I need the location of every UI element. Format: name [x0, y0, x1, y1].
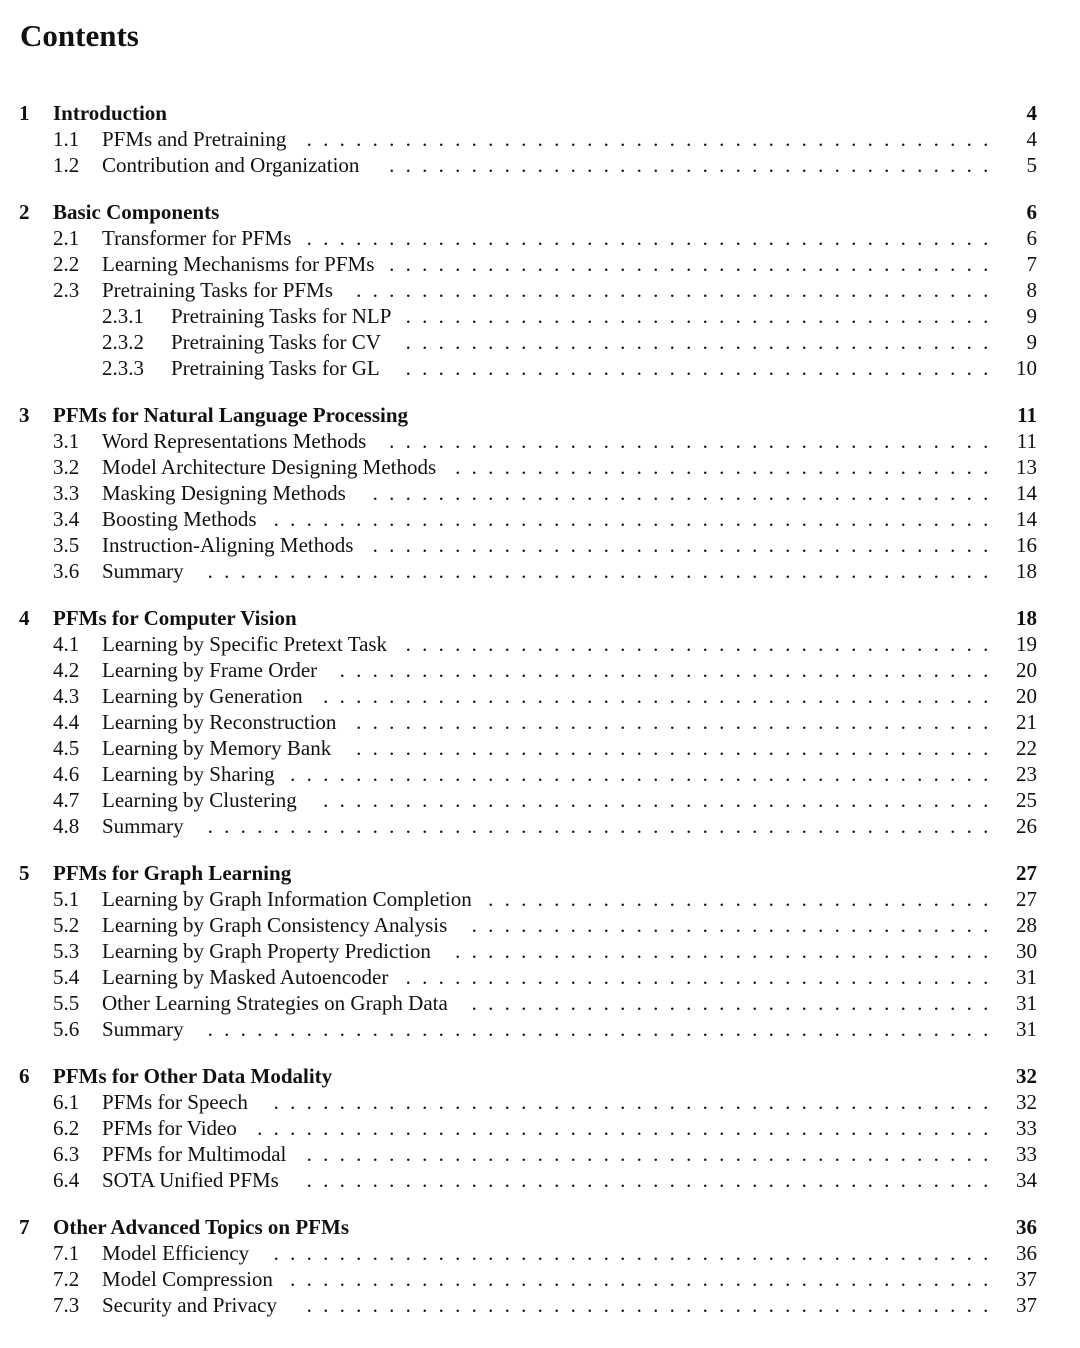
toc-entry[interactable] — [0, 303, 1080, 329]
toc-entry-number: 7.3 — [53, 1293, 80, 1317]
toc-entry-title[interactable]: PFMs for Natural Language Processing — [53, 403, 409, 427]
toc-entry-page-number: 31 — [1016, 965, 1037, 989]
toc-entry[interactable] — [0, 1115, 1080, 1141]
dot-leader: . . . . . . . . . . . . . . . . . . . . . . . . . . . . . . . . . . . . . . . . . . . . — [273, 507, 989, 531]
dot-leader: . . . . . . . . . . . . . . . . . . . . . . . . . . . . . . . . . — [455, 939, 989, 963]
dot-leader: . . . . . . . . . . . . . . . . . . . . . . . . . . . . . . . . . . . . — [405, 356, 989, 380]
toc-entry-page-number: 36 — [1016, 1215, 1037, 1239]
toc-entry-title[interactable]: Learning by Reconstruction — [102, 710, 337, 734]
toc-entry-page-number: 14 — [1016, 507, 1037, 531]
toc-entry-number: 4.5 — [53, 736, 80, 760]
toc-entry-page-number: 7 — [1026, 252, 1037, 276]
toc-entry-title[interactable]: Security and Privacy — [102, 1293, 277, 1317]
toc-entry-page-number: 11 — [1016, 429, 1037, 453]
toc-entry[interactable] — [0, 709, 1080, 735]
toc-entry-title[interactable]: Learning by Specific Pretext Task — [102, 632, 388, 656]
toc-entry-number: 7 — [19, 1215, 30, 1239]
toc-entry-page-number: 27 — [1016, 887, 1037, 911]
toc-entry-number: 4.4 — [53, 710, 80, 734]
dot-leader: . . . . . . . . . . . . . . . . . . . . . . . . . . . . . . . . — [471, 991, 989, 1015]
toc-entry-number: 4.2 — [53, 658, 80, 682]
toc-entry-number: 6.2 — [53, 1116, 80, 1140]
toc-entry-number: 5.4 — [53, 965, 80, 989]
toc-entry-title[interactable]: Learning by Graph Information Completion — [102, 887, 472, 911]
dot-leader: . . . . . . . . . . . . . . . . . . . . . . . . . . . . . . . . . . . . — [405, 304, 989, 328]
toc-entry-page-number: 31 — [1016, 1017, 1037, 1041]
toc-entry-title[interactable]: Learning by Sharing — [102, 762, 275, 786]
toc-entry-page-number: 20 — [1016, 658, 1037, 682]
toc-entry-title[interactable]: Transformer for PFMs — [102, 226, 292, 250]
toc-entry-page-number: 30 — [1016, 939, 1037, 963]
toc-entry[interactable] — [0, 813, 1080, 839]
toc-entry-page-number: 18 — [1016, 559, 1037, 583]
toc-entry[interactable] — [0, 126, 1080, 152]
toc-entry-title[interactable]: Learning by Graph Consistency Analysis — [102, 913, 448, 937]
toc-entry-number: 6.4 — [53, 1168, 80, 1192]
dot-leader: . . . . . . . . . . . . . . . . . . . . . . . . . . . . . . . . . . . . . . . . . . — [306, 1142, 989, 1166]
toc-entry-number: 6 — [19, 1064, 30, 1088]
toc-entry[interactable] — [0, 1167, 1080, 1193]
toc-entry-number: 5.1 — [53, 887, 80, 911]
toc-entry-page-number: 25 — [1016, 788, 1037, 812]
dot-leader: . . . . . . . . . . . . . . . . . . . . . . . . . . . . . . . . . . . . . . . . . . . . . . . . — [207, 1017, 989, 1041]
toc-entry[interactable] — [0, 1089, 1080, 1115]
toc-entry-title[interactable]: Pretraining Tasks for PFMs — [102, 278, 333, 302]
toc-entry-title[interactable]: Learning by Masked Autoencoder — [102, 965, 389, 989]
toc-entry-page-number: 32 — [1016, 1064, 1037, 1088]
toc-entry-page-number: 34 — [1016, 1168, 1037, 1192]
dot-leader: . . . . . . . . . . . . . . . . . . . . . . . . . . . . . . . . . . . . . . . . . . — [306, 226, 989, 250]
toc-entry-title[interactable]: Masking Designing Methods — [102, 481, 346, 505]
dot-leader: . . . . . . . . . . . . . . . . . . . . . . . . . . . . . . . . . . . . . . . — [356, 710, 989, 734]
toc-entry-number: 2.3.3 — [102, 356, 144, 380]
toc-entry-number: 3.4 — [53, 507, 80, 531]
dot-leader: . . . . . . . . . . . . . . . . . . . . . . . . . . . . . . . . — [471, 913, 989, 937]
toc-entry-number: 5.2 — [53, 913, 80, 937]
toc-entry-page-number: 9 — [1026, 304, 1037, 328]
toc-entry[interactable] — [0, 1141, 1080, 1167]
dot-leader: . . . . . . . . . . . . . . . . . . . . . . . . . . . . . . . . . . . . . . . — [356, 736, 989, 760]
dot-leader: . . . . . . . . . . . . . . . . . . . . . . . . . . . . . . . . . . . . . . . . . . . — [290, 1267, 989, 1291]
toc-entry-number: 5.3 — [53, 939, 80, 963]
toc-entry[interactable] — [0, 480, 1080, 506]
toc-entry-page-number: 13 — [1016, 455, 1037, 479]
toc-entry[interactable] — [0, 1240, 1080, 1266]
toc-entry-page-number: 4 — [1026, 127, 1037, 151]
toc-entry-title[interactable]: Pretraining Tasks for CV — [171, 330, 381, 354]
toc-chapter[interactable] — [0, 605, 1080, 631]
toc-entry-title[interactable]: Pretraining Tasks for NLP — [171, 304, 392, 328]
toc-entry-page-number: 37 — [1016, 1267, 1037, 1291]
toc-entry-title[interactable]: Model Efficiency — [102, 1241, 250, 1265]
toc-entry-title[interactable]: Learning by Graph Property Prediction — [102, 939, 431, 963]
toc-entry-page-number: 22 — [1016, 736, 1037, 760]
toc-entry-number: 7.2 — [53, 1267, 80, 1291]
toc-entry[interactable] — [0, 1266, 1080, 1292]
toc-entry-title[interactable]: PFMs for Computer Vision — [53, 606, 297, 630]
toc-entry-title[interactable]: PFMs for Other Data Modality — [53, 1064, 333, 1088]
toc-entry-page-number: 18 — [1016, 606, 1037, 630]
toc-chapter[interactable] — [0, 199, 1080, 225]
toc-entry-number: 2.2 — [53, 252, 80, 276]
toc-entry-number: 1.2 — [53, 153, 80, 177]
toc-entry-page-number: 9 — [1026, 330, 1037, 354]
toc-entry-number: 4.3 — [53, 684, 80, 708]
dot-leader: . . . . . . . . . . . . . . . . . . . . . . . . . . . . . . . . . . . . . . . . — [339, 658, 989, 682]
toc-entry-title[interactable]: Model Compression — [102, 1267, 273, 1291]
toc-entry-number: 3.1 — [53, 429, 80, 453]
toc-entry-page-number: 27 — [1016, 861, 1037, 885]
toc-entry-page-number: 20 — [1016, 684, 1037, 708]
toc-chapter[interactable] — [0, 402, 1080, 428]
toc-entry-number: 3.5 — [53, 533, 80, 557]
toc-entry[interactable] — [0, 1292, 1080, 1318]
dot-leader: . . . . . . . . . . . . . . . . . . . . . . . . . . . . . . . . . . . . . . . . . . . — [290, 762, 989, 786]
toc-entry[interactable] — [0, 152, 1080, 178]
toc-entry-page-number: 10 — [1016, 356, 1037, 380]
toc-entry-number: 5.6 — [53, 1017, 80, 1041]
toc-entry[interactable] — [0, 251, 1080, 277]
dot-leader: . . . . . . . . . . . . . . . . . . . . . . . . . . . . . . . . . . . . . — [389, 252, 989, 276]
toc-entry[interactable] — [0, 657, 1080, 683]
toc-entry-title[interactable]: Learning by Memory Bank — [102, 736, 332, 760]
toc-entry-title[interactable]: PFMs for Multimodal — [102, 1142, 287, 1166]
toc-entry-title[interactable]: SOTA Unified PFMs — [102, 1168, 279, 1192]
dot-leader: . . . . . . . . . . . . . . . . . . . . . . . . . . . . . . . . . . . . . . . . . . . . — [273, 1241, 989, 1265]
toc-entry[interactable] — [0, 912, 1080, 938]
toc-entry-number: 6.3 — [53, 1142, 80, 1166]
toc-entry-title[interactable]: Other Learning Strategies on Graph Data — [102, 991, 448, 1015]
dot-leader: . . . . . . . . . . . . . . . . . . . . . . . . . . . . . . . . . . . . . . — [372, 533, 989, 557]
dot-leader: . . . . . . . . . . . . . . . . . . . . . . . . . . . . . . . . . . . . — [405, 965, 989, 989]
toc-entry-page-number: 19 — [1016, 632, 1037, 656]
toc-entry-number: 4.1 — [53, 632, 80, 656]
toc-entry-number: 1 — [19, 101, 30, 125]
toc-entry-page-number: 6 — [1026, 226, 1037, 250]
toc-entry-page-number: 36 — [1016, 1241, 1037, 1265]
dot-leader: . . . . . . . . . . . . . . . . . . . . . . . . . . . . . . . . . . . . . . . . . . . . . . . . — [207, 814, 989, 838]
toc-entry-title[interactable]: Summary — [102, 814, 184, 838]
toc-entry-title[interactable]: Learning by Generation — [102, 684, 303, 708]
toc-entry-number: 5 — [19, 861, 30, 885]
toc-entry[interactable] — [0, 532, 1080, 558]
toc-entry[interactable] — [0, 938, 1080, 964]
toc-entry-page-number: 16 — [1016, 533, 1037, 557]
toc-entry-title[interactable]: Introduction — [53, 101, 167, 125]
toc-entry-title[interactable]: Boosting Methods — [102, 507, 257, 531]
toc-entry-page-number: 33 — [1016, 1142, 1037, 1166]
toc-chapter[interactable] — [0, 100, 1080, 126]
toc-entry-title[interactable]: Instruction-Aligning Methods — [102, 533, 354, 557]
toc-entry-number: 7.1 — [53, 1241, 80, 1265]
toc-entry-page-number: 5 — [1026, 153, 1037, 177]
toc-entry-number: 2.3.1 — [102, 304, 144, 328]
toc-entry-page-number: 32 — [1016, 1090, 1037, 1114]
toc-entry-title[interactable]: Learning by Clustering — [102, 788, 297, 812]
toc-entry-number: 6.1 — [53, 1090, 80, 1114]
toc-entry-number: 2.1 — [53, 226, 80, 250]
toc-entry[interactable] — [0, 355, 1080, 381]
toc-entry-page-number: 8 — [1026, 278, 1037, 302]
toc-chapter[interactable] — [0, 1063, 1080, 1089]
page-title: Contents — [20, 18, 139, 53]
toc-entry-title[interactable]: PFMs for Graph Learning — [53, 861, 292, 885]
toc-entry-title[interactable]: Contribution and Organization — [102, 153, 360, 177]
toc-entry-page-number: 33 — [1016, 1116, 1037, 1140]
dot-leader: . . . . . . . . . . . . . . . . . . . . . . . . . . . . . . . . . . . . — [405, 330, 989, 354]
dot-leader: . . . . . . . . . . . . . . . . . . . . . . . . . . . . . . . . . . . . . . . . . — [323, 788, 989, 812]
toc-entry[interactable] — [0, 454, 1080, 480]
dot-leader: . . . . . . . . . . . . . . . . . . . . . . . . . . . . . . . . . . . . . . . . . — [323, 684, 989, 708]
toc-entry[interactable] — [0, 631, 1080, 657]
toc-entry-number: 2.3.2 — [102, 330, 144, 354]
dot-leader: . . . . . . . . . . . . . . . . . . . . . . . . . . . . . . . . . . . . . . . . . . . . . — [257, 1116, 989, 1140]
dot-leader: . . . . . . . . . . . . . . . . . . . . . . . . . . . . . . . . . . . . . — [389, 429, 989, 453]
toc-entry-number: 4.8 — [53, 814, 80, 838]
toc-entry-number: 4.7 — [53, 788, 80, 812]
toc-entry-number: 1.1 — [53, 127, 80, 151]
toc-entry-title[interactable]: Pretraining Tasks for GL — [171, 356, 380, 380]
dot-leader: . . . . . . . . . . . . . . . . . . . . . . . . . . . . . . . . . . . . . . . . . . . . — [273, 1090, 989, 1114]
toc-entry-number: 2 — [19, 200, 30, 224]
toc-entry[interactable] — [0, 1016, 1080, 1042]
toc-entry-number: 5.5 — [53, 991, 80, 1015]
dot-leader: . . . . . . . . . . . . . . . . . . . . . . . . . . . . . . . . . . . . . . . . . . — [306, 127, 989, 151]
toc-entry-page-number: 28 — [1016, 913, 1037, 937]
toc-entry[interactable] — [0, 277, 1080, 303]
toc-entry-page-number: 31 — [1016, 991, 1037, 1015]
toc-entry-title[interactable]: PFMs for Video — [102, 1116, 237, 1140]
toc-entry[interactable] — [0, 329, 1080, 355]
toc-entry[interactable] — [0, 735, 1080, 761]
toc-entry-title[interactable]: PFMs for Speech — [102, 1090, 248, 1114]
toc-entry[interactable] — [0, 428, 1080, 454]
toc-entry-title[interactable]: Other Advanced Topics on PFMs — [53, 1215, 349, 1239]
toc-entry[interactable] — [0, 787, 1080, 813]
toc-entry-page-number: 26 — [1016, 814, 1037, 838]
toc-entry-title[interactable]: Learning by Frame Order — [102, 658, 318, 682]
toc-entry[interactable] — [0, 225, 1080, 251]
toc-entry-page-number: 23 — [1016, 762, 1037, 786]
toc-chapter[interactable] — [0, 860, 1080, 886]
toc-entry-page-number: 6 — [1026, 200, 1037, 224]
toc-entry-number: 3.6 — [53, 559, 80, 583]
toc-entry-title[interactable]: Learning Mechanisms for PFMs — [102, 252, 375, 276]
toc-entry-number: 2.3 — [53, 278, 80, 302]
toc-entry-title[interactable]: Summary — [102, 559, 184, 583]
toc-entry[interactable] — [0, 761, 1080, 787]
toc-entry-title[interactable]: Model Architecture Designing Methods — [102, 455, 437, 479]
toc-entry[interactable] — [0, 990, 1080, 1016]
toc-entry-page-number: 14 — [1016, 481, 1037, 505]
toc-entry-page-number: 11 — [1017, 403, 1037, 427]
toc-entry-page-number: 4 — [1026, 101, 1037, 125]
toc-entry[interactable] — [0, 964, 1080, 990]
dot-leader: . . . . . . . . . . . . . . . . . . . . . . . . . . . . . . . . . . . . . . — [372, 481, 989, 505]
dot-leader: . . . . . . . . . . . . . . . . . . . . . . . . . . . . . . . . . . . . . — [389, 153, 989, 177]
toc-entry-title[interactable]: Word Representations Methods — [102, 429, 367, 453]
toc-entry-page-number: 37 — [1016, 1293, 1037, 1317]
dot-leader: . . . . . . . . . . . . . . . . . . . . . . . . . . . . . . . . . . . . . . . . . . — [306, 1293, 989, 1317]
toc-entry-number: 4 — [19, 606, 30, 630]
dot-leader: . . . . . . . . . . . . . . . . . . . . . . . . . . . . . . . — [488, 887, 989, 911]
toc-entry-title[interactable]: PFMs and Pretraining — [102, 127, 287, 151]
dot-leader: . . . . . . . . . . . . . . . . . . . . . . . . . . . . . . . . . — [455, 455, 989, 479]
toc-entry-number: 3.3 — [53, 481, 80, 505]
toc-entry[interactable] — [0, 683, 1080, 709]
toc-entry[interactable] — [0, 558, 1080, 584]
dot-leader: . . . . . . . . . . . . . . . . . . . . . . . . . . . . . . . . . . . . . . . . . . . . . . . . — [207, 559, 989, 583]
dot-leader: . . . . . . . . . . . . . . . . . . . . . . . . . . . . . . . . . . . . . . . . . . — [306, 1168, 989, 1192]
dot-leader: . . . . . . . . . . . . . . . . . . . . . . . . . . . . . . . . . . . . . . . — [356, 278, 989, 302]
toc-entry-number: 4.6 — [53, 762, 80, 786]
toc-entry-number: 3.2 — [53, 455, 80, 479]
toc-entry-title[interactable]: Summary — [102, 1017, 184, 1041]
toc-entry-title[interactable]: Basic Components — [53, 200, 220, 224]
toc-entry[interactable] — [0, 886, 1080, 912]
toc-chapter[interactable] — [0, 1214, 1080, 1240]
toc-entry-page-number: 21 — [1016, 710, 1037, 734]
toc-entry[interactable] — [0, 506, 1080, 532]
toc-entry-number: 3 — [19, 403, 30, 427]
dot-leader: . . . . . . . . . . . . . . . . . . . . . . . . . . . . . . . . . . . . — [405, 632, 989, 656]
